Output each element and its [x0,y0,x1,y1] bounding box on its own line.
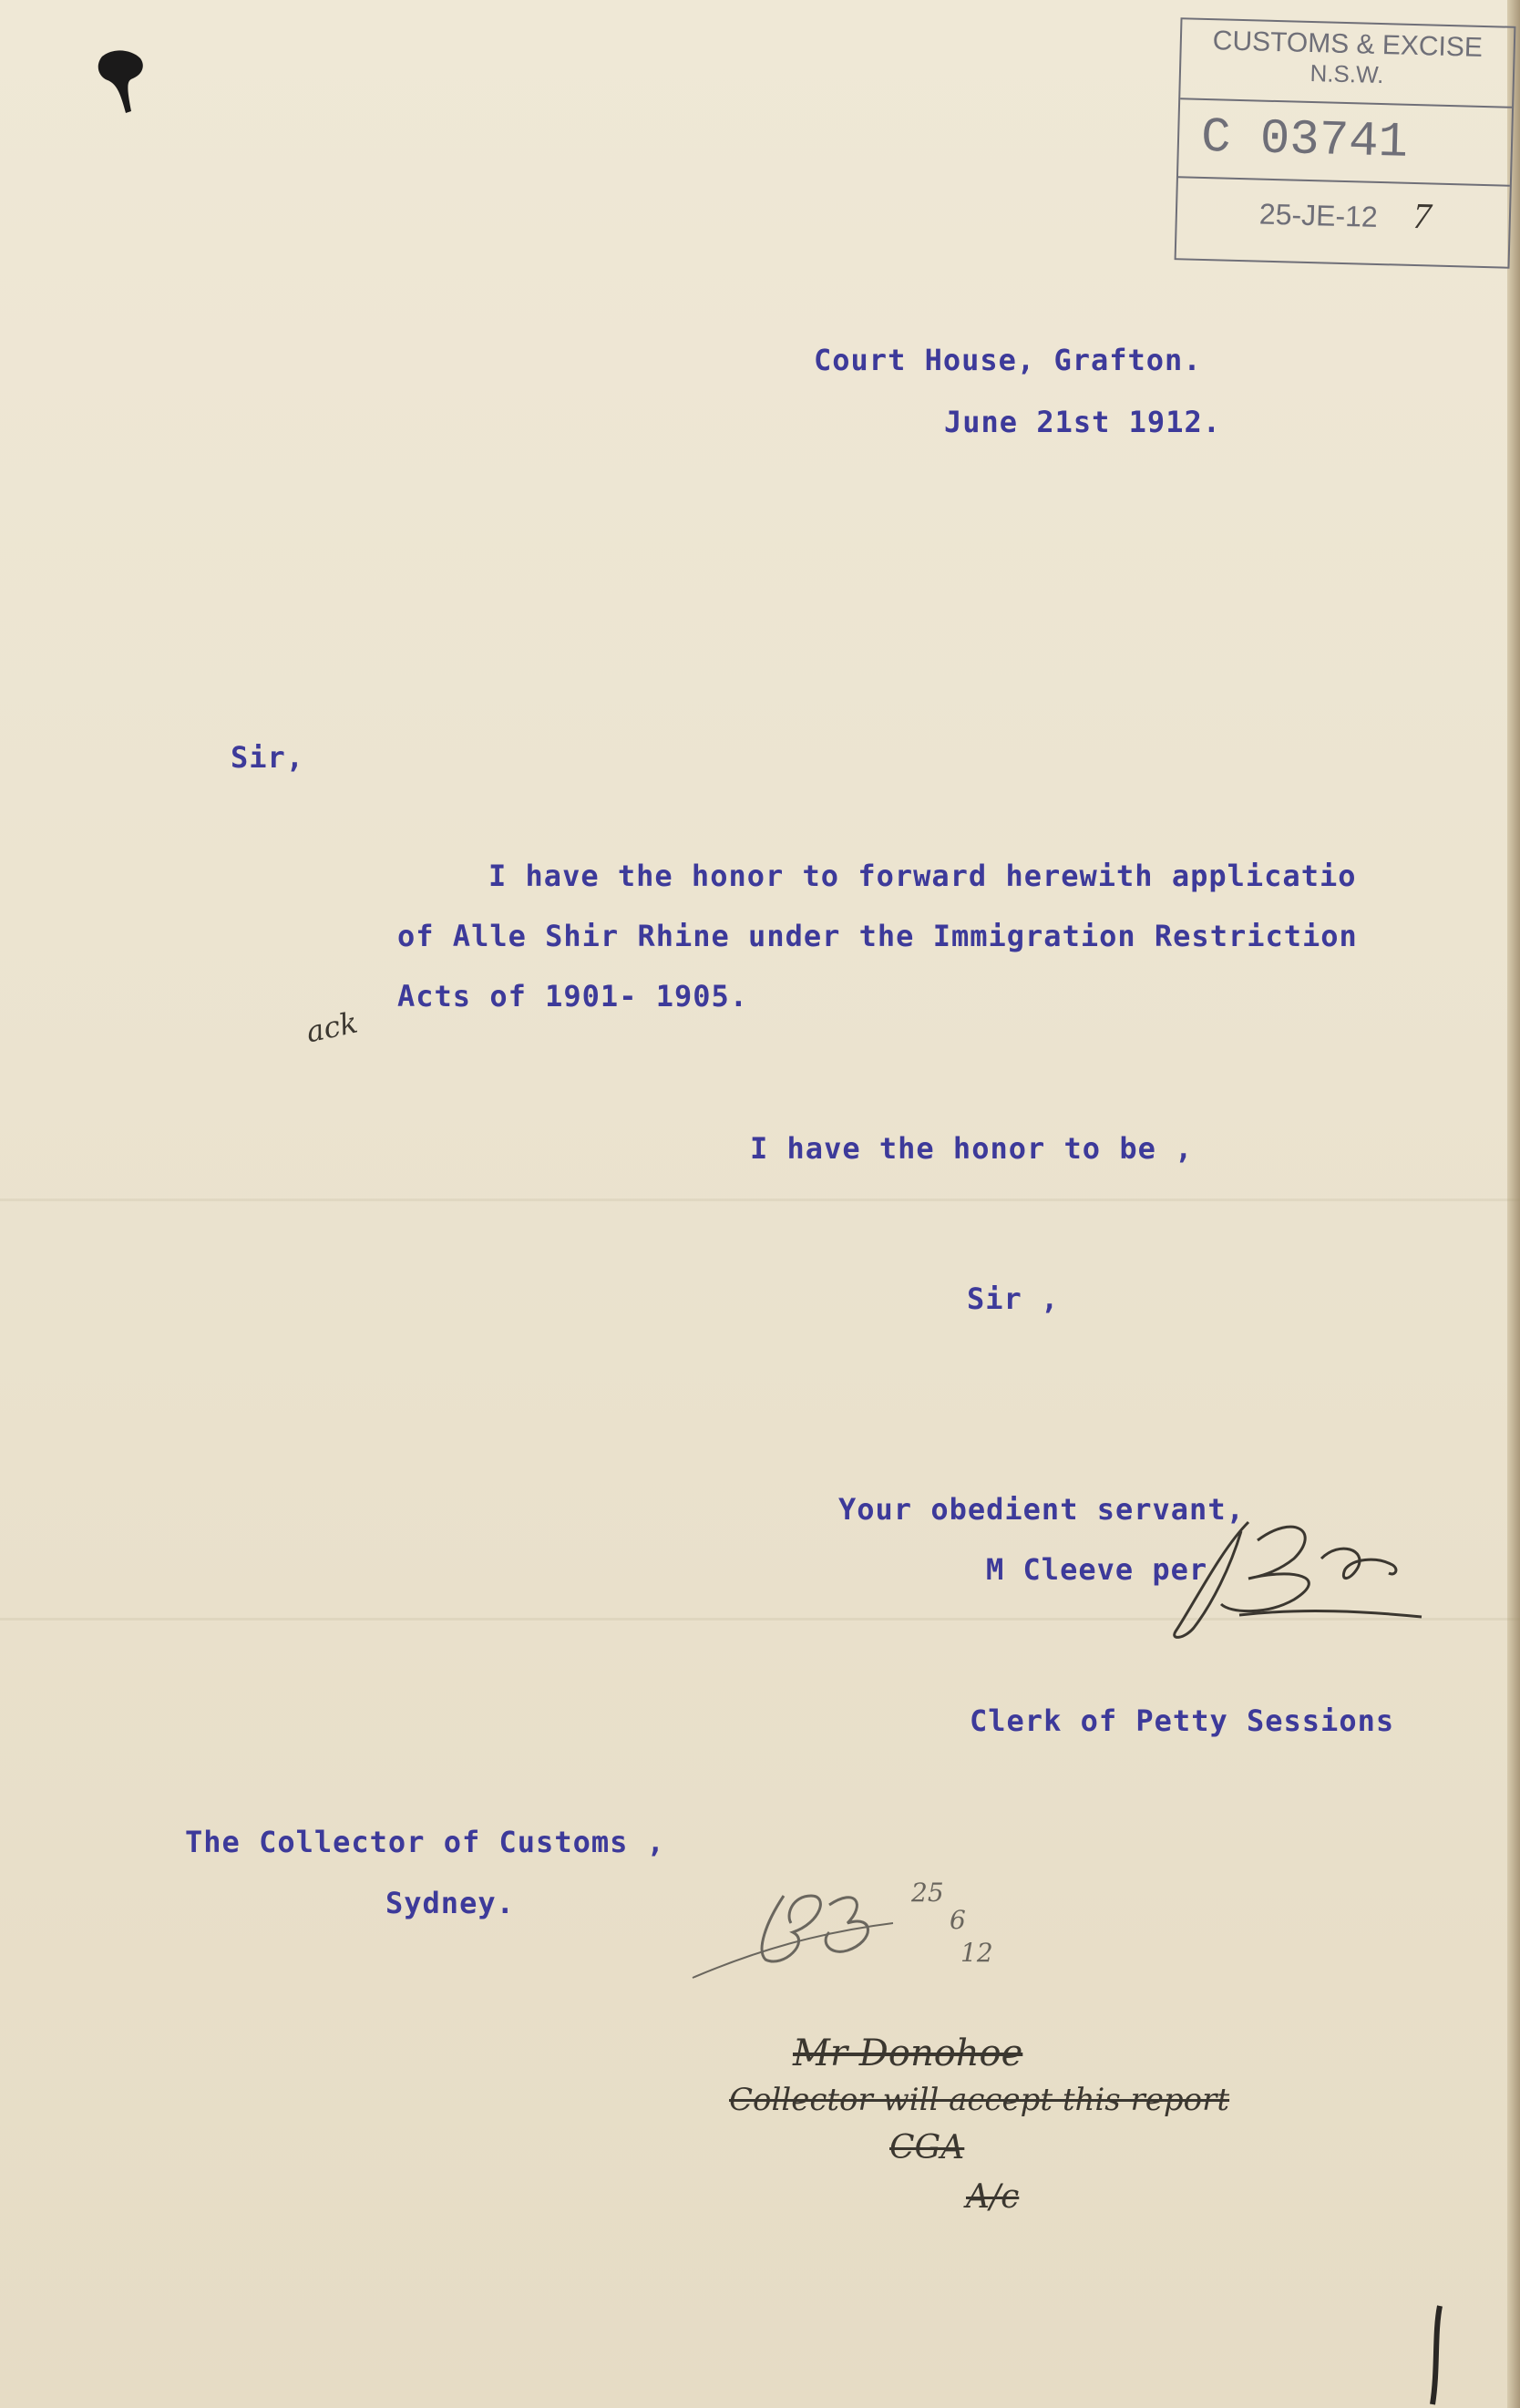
initials-date-day: 25 [911,1878,944,1908]
stamp-line2: N.S.W. [1309,58,1384,89]
closing-line: I have the honor to be , [750,1131,1194,1166]
closing-sir: Sir , [967,1281,1060,1316]
address-line: Court House, Grafton. [814,343,1202,377]
body-line: Acts of 1901- 1905. [397,979,749,1014]
stamp-header [1180,19,1514,108]
recipient-city: Sydney. [385,1886,515,1920]
signatory-title: Clerk of Petty Sessions [970,1703,1395,1738]
page-fold [0,1199,1520,1201]
initials-date-year: 12 [960,1938,993,1968]
paper-tear-mark [1422,2297,1458,2406]
stamp-line1: CUSTOMS & EXCISE [1212,26,1484,63]
initials-date-month: 6 [950,1905,966,1935]
struck-note: Collector will accept this report [729,2082,1230,2118]
handwritten-initials [683,1878,1030,1996]
handwritten-signature [1157,1513,1504,1650]
closing-valediction: Your obedient servant, [838,1492,1245,1527]
salutation: Sir, [231,740,305,775]
recipient-line: The Collector of Customs , [185,1825,665,1859]
stamp-date-row [1176,178,1510,252]
customs-stamp [1175,17,1516,269]
struck-note: A/c [966,2178,1020,2216]
struck-note: Mr Donohoe [793,2032,1023,2074]
body-line: of Alle Shir Rhine under the Immigration Restriction [397,919,1358,953]
margin-note: ack [303,1004,361,1050]
stamp-number: C 03741 [1178,99,1512,186]
signature-line: M Cleeve per [986,1552,1208,1587]
page-edge [1507,0,1520,2408]
stamp-handwritten-mark: 7 [1412,194,1433,237]
stamp-date: 25-JE-12 [1258,197,1379,233]
ink-blot [95,47,149,120]
body-line: I have the honor to forward herewith applicatio [488,859,1357,893]
letter-date: June 21st 1912. [944,405,1221,439]
initials-text [0,0,1,1]
struck-note: CGA [889,2129,965,2166]
